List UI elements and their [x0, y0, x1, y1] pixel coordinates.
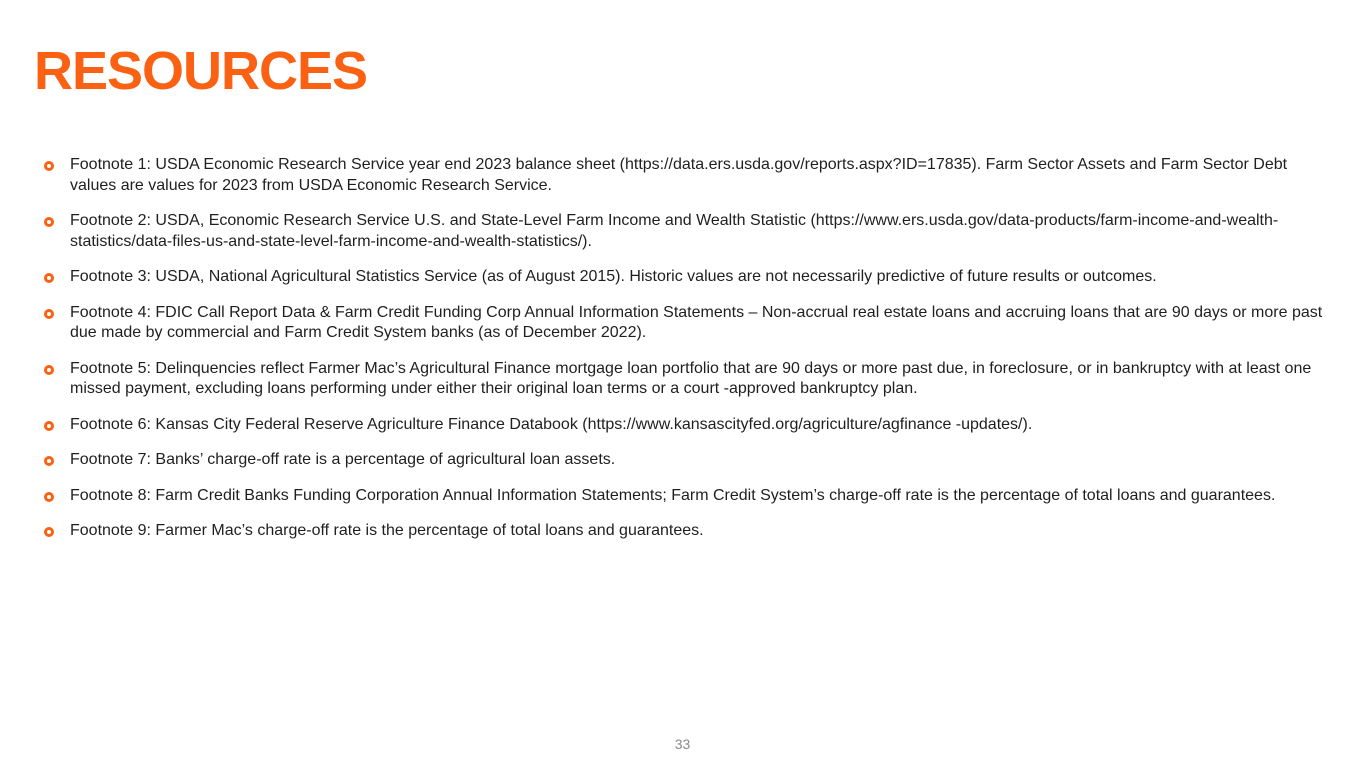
footnote-item [44, 521, 1324, 542]
footnote-text: Footnote 1: USDA Economic Research Service year end 2023 balance sheet (https://data.ers.usda.gov/reports.aspx?ID=17835). Farm Sector Assets and Farm Sector Debt values are values for 2023 from USDA Economic Research Service. [70, 156, 1288, 194]
bullet-icon [44, 421, 54, 431]
footnote-item [44, 267, 1324, 288]
bullet-icon [44, 492, 54, 502]
bullet-icon [44, 309, 54, 319]
bullet-icon [44, 217, 54, 227]
footnote-item [44, 450, 1324, 471]
footnote-item [44, 415, 1324, 436]
footnote-item [44, 155, 1324, 196]
bullet-icon [44, 365, 54, 375]
page-number: 33 [674, 736, 691, 752]
bullet-icon [44, 161, 54, 171]
bullet-icon [44, 273, 54, 283]
footnote-item [44, 211, 1324, 252]
footnote-text: Footnote 2: USDA, Economic Research Service U.S. and State-Level Farm Income and Wealth Statistic (https://www.ers.usda.gov/data-products/farm-income-and-wealth-statistics/data-files-us-and-state-level-farm-income-and-wealth-statistics/). [70, 212, 1279, 250]
footnote-text: Footnote 7: Banks’ charge-off rate is a percentage of agricultural loan assets. [70, 451, 616, 468]
footnote-text: Footnote 4: FDIC Call Report Data & Farm Credit Funding Corp Annual Information Statements – Non-accrual real estate loans and accruing loans that are 90 days or more past due made by commercial and Farm Credit System banks (as of December 2022). [70, 303, 1323, 341]
footnote-text: Footnote 5: Delinquencies reflect Farmer Mac’s Agricultural Finance mortgage loan portfolio that are 90 days or more past due, in foreclosure, or in bankruptcy with at least one missed payment, excluding loans performing under either their original loan terms or a court -approved bankruptcy plan. [70, 359, 1312, 397]
footnote-text: Footnote 9: Farmer Mac’s charge-off rate is the percentage of total loans and guarantees. [70, 522, 704, 539]
footnote-item [44, 486, 1324, 507]
footnote-item [44, 359, 1324, 400]
footnote-text: Footnote 3: USDA, National Agricultural Statistics Service (as of August 2015). Historic values are not necessarily predictive of future results or outcomes. [70, 268, 1157, 285]
footnote-item [44, 303, 1324, 344]
page-title: RESOURCES [34, 41, 368, 101]
bullet-icon [44, 456, 54, 466]
footnote-text: Footnote 8: Farm Credit Banks Funding Corporation Annual Information Statements; Farm Credit System’s charge-off rate is the percentage of total loans and guarantees. [70, 486, 1276, 504]
footnote-text: Footnote 6: Kansas City Federal Reserve Agriculture Finance Databook (https://www.kansascityfed.org/agriculture/agfinance -updates/). [70, 415, 1033, 433]
footnote-list [44, 155, 1324, 557]
bullet-icon [44, 527, 54, 537]
